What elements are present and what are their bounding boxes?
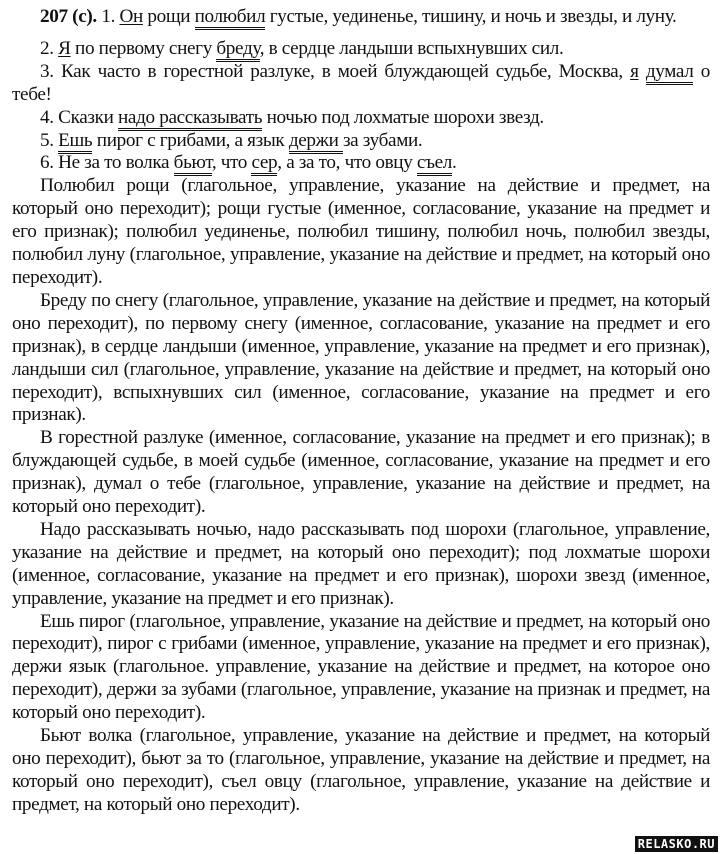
sentence-text: по первому снегу [70,37,217,59]
sentence-text: , в сердце ландыши вспыхнувших сил. [259,37,564,59]
sentence-list [12,6,710,175]
sentence-text: за зубами. [342,129,423,151]
sentence-text: рощи [142,6,195,27]
sentence-text: густые, уединенье, тишину, и ночь и звезды, и луну. [265,6,677,27]
exercise-page [12,6,710,817]
sentence-number: 3. [40,60,61,82]
sentence-text: Сказки [58,106,119,128]
analysis-paragraph: Полюбил рощи (глагольное, управление, указание на действие и предмет, на который оно переходит); рощи густые (именное, согласование, указание на предмет и его признак); полюбил уединенье, полюбил тишину, полюбил ночь, полюбил звезды, полюбил луну (глагольное, управление, указание на действие и предмет, на который оно переходит). [12,175,710,288]
sentence-text: пирог с грибами, а язык [92,129,289,151]
subject-word: я [630,60,639,82]
sentence-text: Как часто в горестной разлуке, в моей блуждающей судьбе, Москва, [60,60,631,82]
analysis-list [12,175,710,816]
sentence-number: 6. [40,152,59,174]
sentence-text: , а за то, что овцу [277,152,417,174]
sentence-text: . [452,152,457,174]
sentence-1 [12,6,710,29]
predicate-word: думал [646,61,694,85]
predicate-word: съел [417,152,452,176]
sentence-text: Не за то волка [58,152,174,174]
watermark-logo: RELASKO.RU [635,836,718,852]
predicate-word: надо рассказывать [118,107,262,131]
sentence-number: 4. [40,106,59,128]
predicate-word: бьют [174,152,212,176]
sentence-2 [12,38,710,61]
sentence-text: ночью под лохматые шорохи звезд. [262,106,544,128]
exercise-number: 207 (с). [40,6,97,27]
predicate-word: держи [289,130,343,154]
subject-word: Я [58,37,71,59]
subject-word: Он [119,6,143,27]
sentence-text: о тебе! [12,60,711,105]
sentence-number: 2. [40,37,59,59]
predicate-word: сер [251,152,277,176]
sentence-text: , что [211,152,252,174]
predicate-word: полюбил [195,6,266,30]
sentence-text [639,61,646,82]
analysis-paragraph: Надо рассказывать ночью, надо рассказывать под шорохи (глагольное, управление, указание на действие и предмет, на который оно переходит); под лохматые шорохи (именное, согласование, указание на предмет и его признак), шорохи звезд (именное, управление, указание на предмет и его признак). [12,518,710,609]
analysis-paragraph: Ешь пирог (глагольное, управление, указание на действие и предмет, на который оно переходит), пирог с грибами (именное, управление, указание на предмет и его признак), держи язык (глагольное. управление, указание на действие и предмет, на которое оно переходит), держи за зубами (глагольное, управление, указание на признак и предмет, на который оно переходит). [12,610,710,724]
predicate-word: бреду [216,38,259,62]
sentence-5 [12,130,710,153]
analysis-paragraph: В горестной разлуке (именное, согласование, указание на предмет и его признак); в блуждающей судьбе, в моей судьбе (именное, согласование, указание на предмет и его признак), думал о тебе (глагольное, управление, указание на действие и предмет, на который оно переходит). [12,427,710,518]
analysis-paragraph: Бреду по снегу (глагольное, управление, указание на действие и предмет, на который оно переходит), по первому снегу (именное, согласование, указание на предмет и его признак), в сердце ландыши (именное, управление, указание на предмет и его признак), ландыши сил (глагольное, управление, указание на действие и предмет, на который оно переходит), вспыхнувших сил (именное, согласование, указание на предмет и его признак). [12,289,710,426]
sentence-number: 5. [40,129,59,151]
predicate-word: Ешь [58,130,92,154]
sentence-number: 1. [101,6,120,27]
analysis-paragraph: Бьют волка (глагольное, управление, указание на действие и предмет, на который оно переходит), бьют за то (глагольное, управление, указание на действие и предмет, на который оно переходит), съел овцу (глагольное, управление, указание на действие и предмет, на который оно переходит). [12,725,710,815]
sentence-4 [12,107,710,130]
sentence-6 [12,152,710,175]
sentence-3 [12,61,710,107]
